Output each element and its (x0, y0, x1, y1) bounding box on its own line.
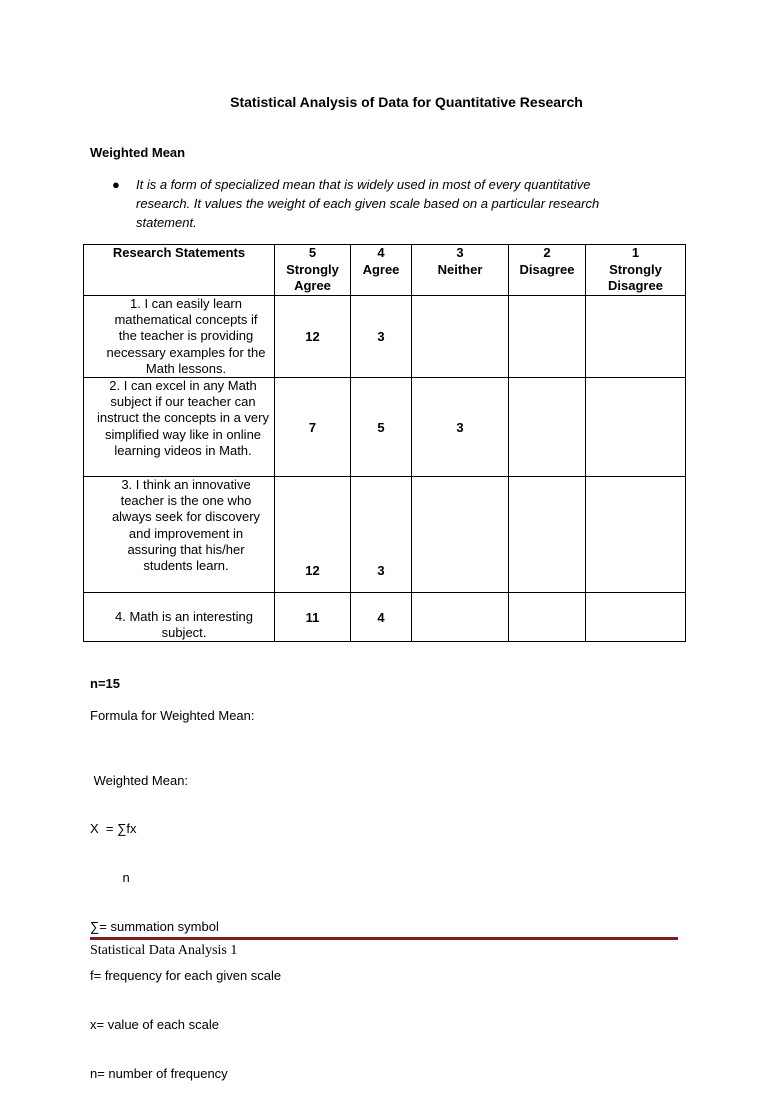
column-header (275, 245, 351, 296)
value-cell: 4 (351, 593, 412, 642)
value-cell (586, 378, 686, 477)
formula-line: Weighted Mean: (90, 772, 189, 788)
formula-label: Formula for Weighted Mean: (90, 708, 255, 723)
table-row (84, 296, 686, 378)
value-cell (509, 378, 586, 477)
footer-text: Statistical Data Analysis 1 (90, 943, 238, 958)
value-cell (586, 477, 686, 593)
column-header (509, 245, 586, 296)
column-header-label: 4 Agree (362, 245, 400, 277)
value-cell: 7 (275, 378, 351, 477)
value-cell: 3 (412, 378, 509, 477)
column-header-label: 3 Neither (437, 245, 483, 277)
value-cell: 12 (275, 296, 351, 378)
column-header (412, 245, 509, 296)
value-cell (412, 593, 509, 642)
section-heading: Weighted Mean (90, 145, 186, 160)
value-cell (412, 296, 509, 378)
formula-block (90, 740, 281, 1099)
statement-cell (84, 593, 275, 642)
sample-size: n=15 (90, 676, 120, 691)
column-header (351, 245, 412, 296)
value-cell: 12 (275, 477, 351, 593)
value-cell (412, 477, 509, 593)
formula-line: ∑= summation symbol (90, 919, 219, 935)
page-title: Statistical Analysis of Data for Quantitative Research (230, 94, 583, 110)
definition-bullet (112, 175, 642, 232)
statement-text: 1. I can easily learn mathematical concepts if the teacher is providing necessary examples for the Math lessons. (106, 296, 266, 376)
column-header-label: Research Statements (112, 245, 246, 260)
value-cell (586, 593, 686, 642)
formula-line: n= number of frequency (90, 1065, 228, 1081)
column-header-label: 5 Strongly Agree (286, 245, 339, 293)
statement-cell (84, 296, 275, 378)
bullet-icon: ● (112, 177, 120, 192)
statement-cell (84, 378, 275, 477)
definition-text: It is a form of specialized mean that is widely used in most of every quantitative research. It values the weight of each given scale based on a particular research statement. (136, 177, 600, 230)
value-cell: 5 (351, 378, 412, 477)
value-cell: 3 (351, 477, 412, 593)
column-header (84, 245, 275, 296)
table-header-row (84, 245, 686, 296)
value-cell (509, 296, 586, 378)
footer-rule (90, 937, 678, 940)
value-cell (509, 593, 586, 642)
table-row (84, 378, 686, 477)
table-row (84, 593, 686, 642)
formula-line: x= value of each scale (90, 1017, 219, 1033)
value-cell (509, 477, 586, 593)
column-header-label: 1 Strongly Disagree (608, 245, 663, 293)
statement-text: 2. I can excel in any Math subject if our teacher can instruct the concepts in a very simplified way like in online learning videos in Math. (97, 378, 269, 458)
survey-table (83, 244, 686, 642)
formula-line: f= frequency for each given scale (90, 968, 282, 984)
statement-text: 4. Math is an interesting subject. (114, 608, 254, 640)
value-cell: 3 (351, 296, 412, 378)
column-header-label: 2 Disagree (519, 245, 575, 277)
formula-line: X = ∑fx (90, 821, 137, 837)
statement-cell (84, 477, 275, 593)
column-header (586, 245, 686, 296)
value-cell: 11 (275, 593, 351, 642)
statement-text: 3. I think an innovative teacher is the one who always seek for discovery and improvement in assuring that his/her students learn. (111, 477, 261, 574)
table-row (84, 477, 686, 593)
formula-line: n (90, 870, 130, 886)
value-cell (586, 296, 686, 378)
